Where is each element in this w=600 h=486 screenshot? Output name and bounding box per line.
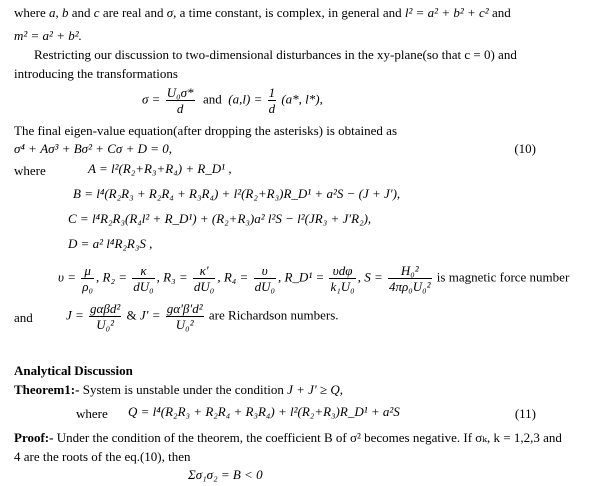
text-and: and bbox=[71, 5, 91, 20]
text-real: are real and bbox=[102, 5, 164, 20]
param-R3: , R₃ = bbox=[156, 269, 188, 285]
frac-Jp-num: gα′β′d² bbox=[166, 301, 203, 316]
param-R4: , R₄ = bbox=[217, 269, 249, 285]
section-heading: Analytical Discussion bbox=[14, 363, 133, 378]
frac-upsilon-den: dU₀ bbox=[254, 279, 275, 294]
param-R2: , R₂ = bbox=[96, 269, 127, 285]
theorem-label: Theorem1:- bbox=[14, 382, 80, 397]
eq11: Q = l⁴(R₂R₃ + R₂R₄ + R₃R₄) + l²(R₂+R₃)R_D¹ + a²S bbox=[128, 404, 400, 419]
frac-sigma-den: d bbox=[176, 101, 184, 116]
eq11-where: where bbox=[76, 406, 108, 421]
eq10: σ⁴ + Aσ³ + Bσ² + Cσ + D = 0, bbox=[14, 141, 173, 156]
eq10-number: (10) bbox=[514, 141, 536, 156]
eq-C: C = l⁴R₂R₃(R₄l² + R_D¹) + (R₂+R₃)a² l²S − l²(JR₃ + J′R₂), bbox=[68, 211, 372, 226]
para2-line1: Restricting our discussion to two-dimensional disturbances in the xy-plane(so that c = 0) and bbox=[34, 47, 517, 62]
final-text: The final eigen-value equation(after dropping the asterisks) is obtained as bbox=[14, 123, 398, 138]
eq11-number: (11) bbox=[514, 406, 536, 421]
proof-line2: 4 are the roots of the eq.(10), then bbox=[14, 449, 191, 464]
eq-transform bbox=[142, 86, 323, 115]
where-label: where bbox=[14, 163, 46, 178]
frac-al bbox=[268, 86, 277, 115]
frac-sigma bbox=[166, 86, 195, 115]
frac-S-num: H₀² bbox=[388, 264, 432, 279]
frac-kappap-num: κ′ bbox=[193, 264, 215, 279]
eq-params bbox=[58, 264, 569, 293]
frac-mu bbox=[81, 264, 94, 293]
eq-l2: l² = a² + b² + c² bbox=[404, 5, 489, 20]
frac-kappa-num: κ bbox=[132, 264, 154, 279]
text-where: where bbox=[14, 5, 46, 20]
proof-label: Proof:- bbox=[14, 430, 54, 445]
text-and2: and bbox=[491, 5, 511, 20]
text-ab: a, b bbox=[49, 5, 69, 20]
eq-A: A = l²(R₂+R₃+R₄) + R_D¹ , bbox=[88, 161, 232, 176]
frac-kappap bbox=[193, 264, 215, 293]
eq-al-rhs: (a*, l*), bbox=[281, 91, 323, 107]
proof-text: Under the condition of the theorem, the coefficient B of σ² becomes negative. If σₖ, k = 1,2,3 and bbox=[56, 430, 562, 445]
eq-D: D = a² l⁴R₂R₃S , bbox=[68, 236, 153, 251]
frac-sigma-num: U₀σ* bbox=[166, 85, 194, 100]
frac-rd bbox=[329, 264, 355, 293]
frac-S bbox=[388, 264, 432, 293]
frac-J bbox=[89, 302, 121, 331]
frac-J-num: gαβd² bbox=[90, 301, 121, 316]
text-and3: and bbox=[203, 91, 222, 107]
text-amp: & bbox=[126, 307, 137, 323]
frac-kappa-den: dU₀ bbox=[133, 279, 154, 294]
eq-richardson bbox=[66, 302, 339, 331]
theorem-line bbox=[14, 383, 343, 396]
eq-m2: m² = a² + b². bbox=[14, 28, 82, 43]
frac-J-den: U₀² bbox=[96, 317, 115, 332]
text-sigma: σ, bbox=[166, 5, 177, 20]
eq-sigma-lhs: σ = bbox=[142, 91, 161, 107]
eq-J: J = bbox=[66, 307, 84, 323]
param-tail: is magnetic force number bbox=[436, 269, 570, 285]
frac-rd-den: k₁U₀ bbox=[330, 279, 355, 294]
param-RD: , R_D¹ = bbox=[277, 269, 325, 285]
text-c: c bbox=[93, 5, 100, 20]
text-time-constant: a time constant, is complex, in general and bbox=[179, 5, 402, 20]
richardson-and: and bbox=[14, 310, 33, 325]
frac-rd-num: υdφ bbox=[329, 264, 355, 279]
frac-al-num: 1 bbox=[268, 85, 276, 100]
frac-al-den: d bbox=[268, 101, 276, 116]
para2-line2: introducing the transformations bbox=[14, 66, 178, 81]
richardson-tail: are Richardson numbers. bbox=[208, 307, 339, 323]
frac-Jp bbox=[166, 302, 204, 331]
frac-kappa bbox=[132, 264, 154, 293]
frac-upsilon bbox=[254, 264, 276, 293]
frac-mu-den: ρ₀ bbox=[82, 279, 94, 294]
para1-line1 bbox=[14, 6, 511, 19]
theorem-cond: J + J′ ≥ Q, bbox=[287, 382, 344, 397]
proof-last: Σσ₁σ₂ = B < 0 bbox=[188, 467, 263, 482]
eq-B: B = l⁴(R₂R₃ + R₂R₄ + R₃R₄) + l²(R₂+R₃)R_D¹ + a²S − (J + J′), bbox=[73, 186, 401, 201]
frac-Jp-den: U₀² bbox=[175, 317, 194, 332]
frac-mu-num: μ bbox=[81, 264, 94, 279]
theorem-text: System is unstable under the condition bbox=[82, 382, 284, 397]
proof-line1 bbox=[14, 431, 562, 444]
frac-S-den: 4πρ₀U₀² bbox=[388, 279, 431, 294]
frac-upsilon-num: υ bbox=[254, 264, 276, 279]
frac-kappap-den: dU₀ bbox=[193, 279, 215, 294]
eq-Jp: J′ = bbox=[139, 307, 161, 323]
param-nu: υ = bbox=[58, 269, 76, 285]
eq-al-lhs: (a,l) = bbox=[228, 91, 263, 107]
param-S: , S = bbox=[357, 269, 383, 285]
